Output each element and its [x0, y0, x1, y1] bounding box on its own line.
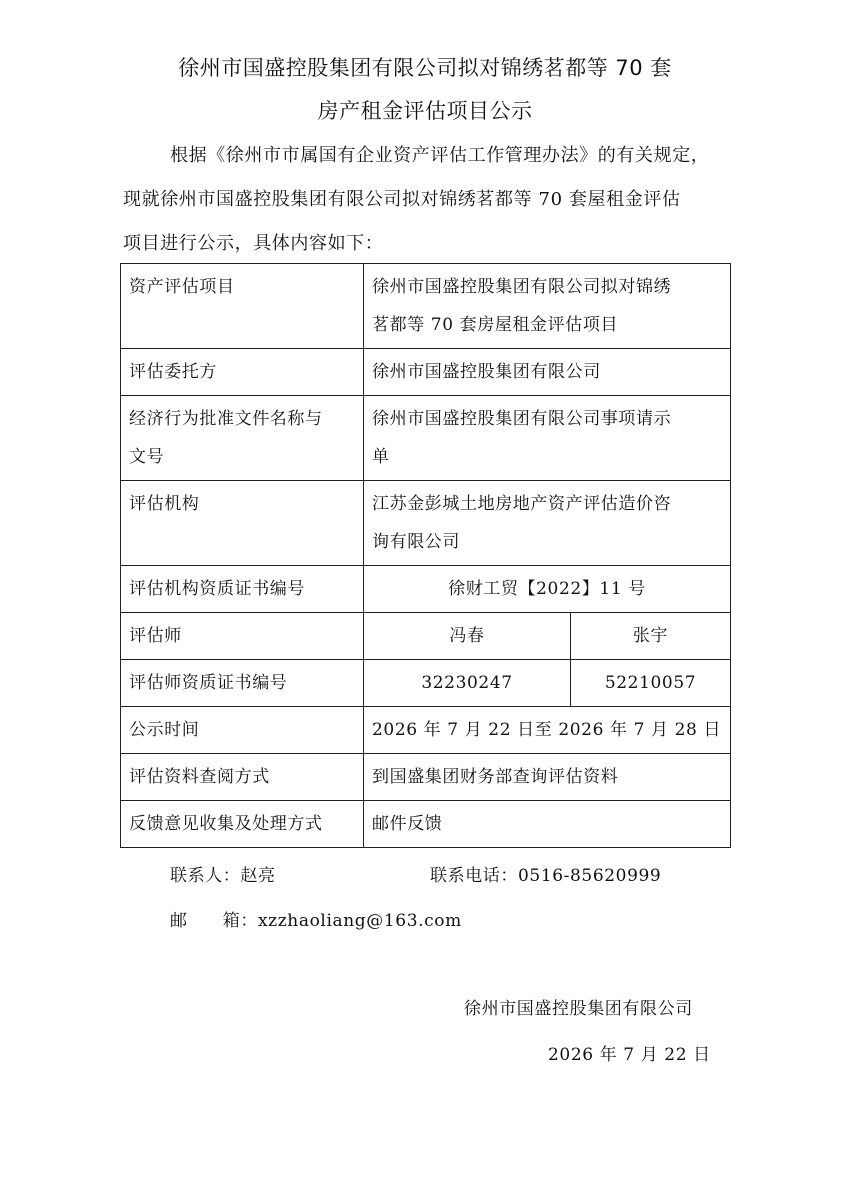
contact-email-row — [170, 906, 462, 931]
appraiser-cert-1: 32230247 — [364, 660, 571, 707]
period-label: 公示时间 — [121, 707, 364, 754]
approval-label — [121, 396, 364, 481]
intro-paragraph — [123, 134, 733, 266]
appraiser-1: 冯春 — [364, 613, 571, 660]
project-value-line-2: 茗都等 70 套房屋租金评估项目 — [372, 315, 619, 335]
signature-date: 2026 年 7 月 22 日 — [548, 1045, 711, 1065]
access-label: 评估资料查阅方式 — [121, 754, 364, 801]
document-title-line-1: 徐州市国盛控股集团有限公司拟对锦绣茗都等 70 套 — [178, 56, 672, 80]
agency-cert-label: 评估机构资质证书编号 — [121, 566, 364, 613]
appraiser-cert-2: 52210057 — [571, 660, 731, 707]
document-title-line-2: 房产租金评估项目公示 — [317, 99, 533, 123]
approval-value — [364, 396, 731, 481]
feedback-value: 邮件反馈 — [364, 801, 731, 848]
approval-label-line-1: 经济行为批准文件名称与 — [129, 409, 323, 429]
period-value: 2026 年 7 月 22 日至 2026 年 7 月 28 日 — [364, 707, 731, 754]
project-value-line-1: 徐州市国盛控股集团有限公司拟对锦绣 — [372, 277, 672, 297]
table-row-approval — [121, 396, 731, 481]
project-label: 资产评估项目 — [121, 264, 364, 349]
client-value: 徐州市国盛控股集团有限公司 — [364, 349, 731, 396]
contact-email: xzzhaoliang@163.com — [258, 911, 462, 931]
appraiser-label: 评估师 — [121, 613, 364, 660]
contact-email-label: 邮 箱： — [170, 911, 258, 931]
table-row-client — [121, 349, 731, 396]
signature-org: 徐州市国盛控股集团有限公司 — [464, 999, 693, 1019]
approval-label-line-2: 文号 — [129, 447, 165, 467]
table-row-period — [121, 707, 731, 754]
table-row-appraiser — [121, 613, 731, 660]
agency-cert-value: 徐财工贸【2022】11 号 — [364, 566, 731, 613]
feedback-label: 反馈意见收集及处理方式 — [121, 801, 364, 848]
appraiser-cert-label: 评估师资质证书编号 — [121, 660, 364, 707]
agency-label: 评估机构 — [121, 481, 364, 566]
table-row-project — [121, 264, 731, 349]
project-value — [364, 264, 731, 349]
agency-value-line-2: 询有限公司 — [372, 532, 460, 552]
agency-value — [364, 481, 731, 566]
intro-line-2: 现就徐州市国盛控股集团有限公司拟对锦绣茗都等 70 套屋租金评估 — [123, 189, 681, 210]
contact-person: 联系人：赵亮 — [170, 866, 276, 886]
agency-value-line-1: 江苏金彭城土地房地产资产评估造价咨 — [372, 494, 672, 514]
approval-value-line-2: 单 — [372, 447, 390, 467]
table-row-agency — [121, 481, 731, 566]
appraiser-2: 张宇 — [571, 613, 731, 660]
client-label: 评估委托方 — [121, 349, 364, 396]
table-row-access — [121, 754, 731, 801]
access-value: 到国盛集团财务部查询评估资料 — [364, 754, 731, 801]
table-row-feedback — [121, 801, 731, 848]
intro-line-1: 根据《徐州市市属国有企业资产评估工作管理办法》的有关规定， — [170, 145, 710, 166]
table-row-agency-cert — [121, 566, 731, 613]
contact-phone: 联系电话：0516-85620999 — [430, 866, 662, 886]
approval-value-line-1: 徐州市国盛控股集团有限公司事项请示 — [372, 409, 672, 429]
table-row-appraiser-cert — [121, 660, 731, 707]
intro-line-3: 项目进行公示，具体内容如下： — [123, 233, 384, 254]
assessment-info-table — [120, 263, 731, 848]
